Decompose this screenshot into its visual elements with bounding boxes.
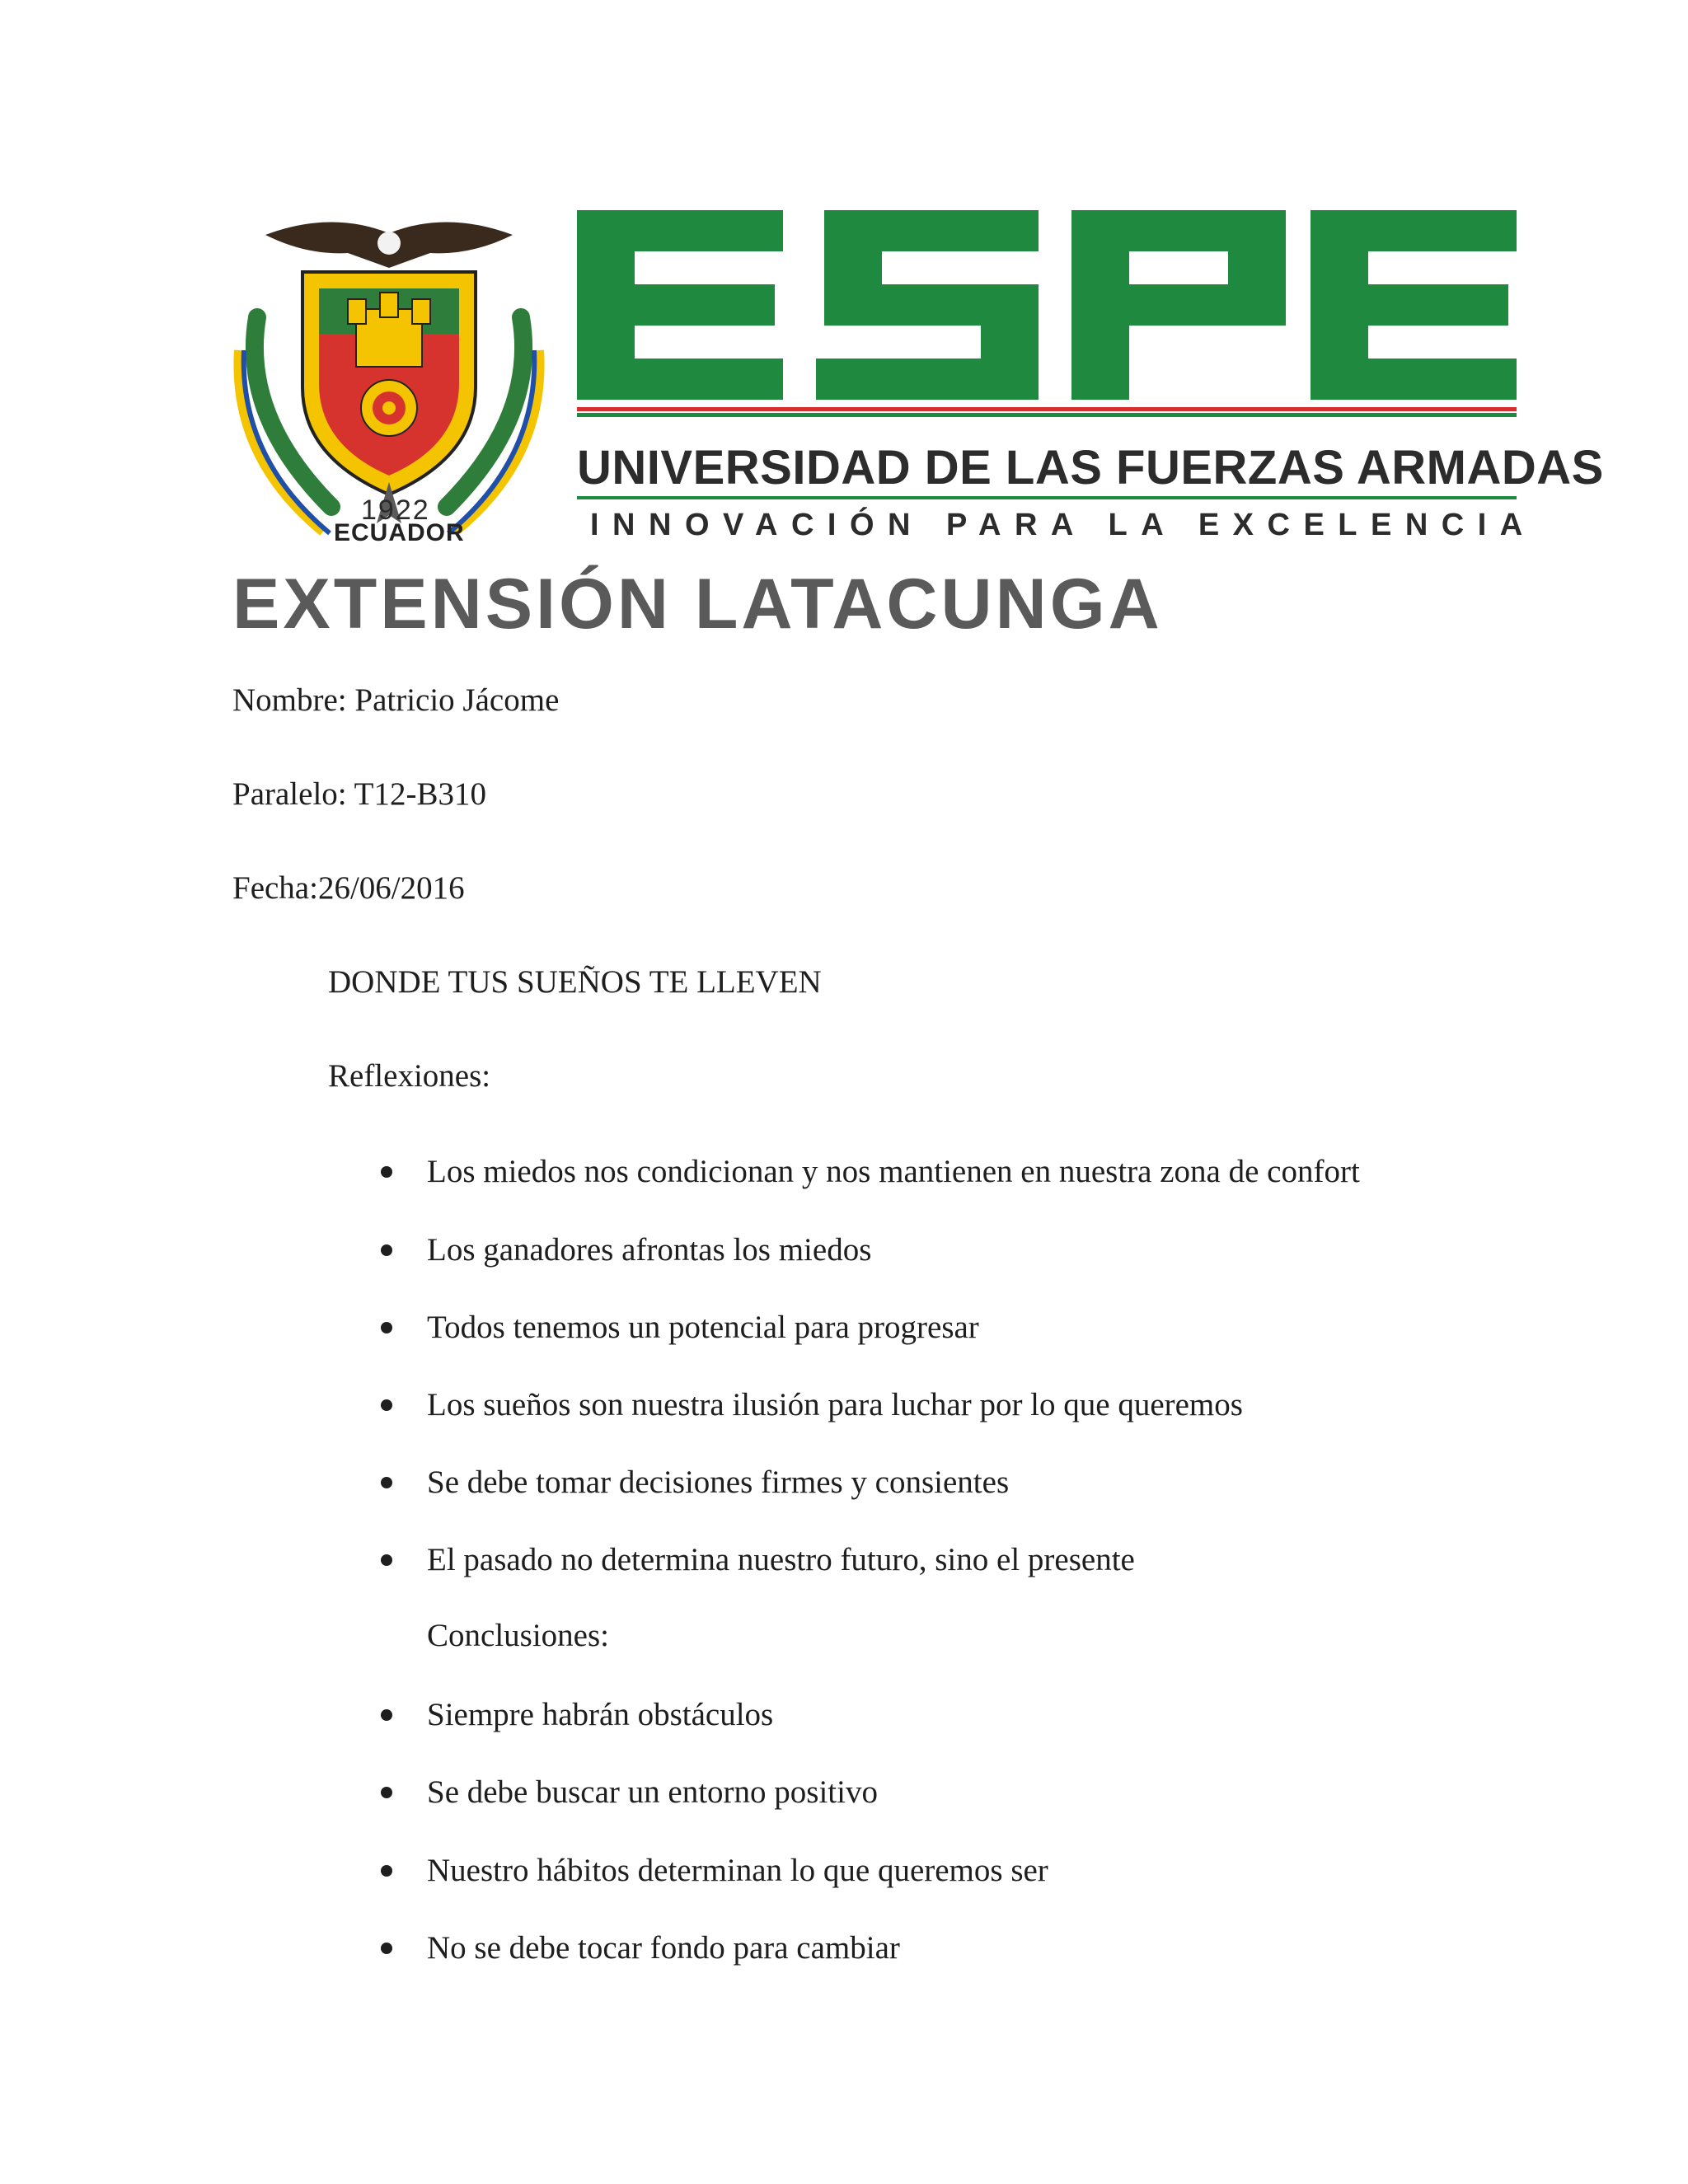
class-group: Paralelo: T12-B310 [232, 776, 486, 812]
bullet-icon [381, 1399, 392, 1411]
logo-green-rule [577, 413, 1517, 417]
bullet-icon [381, 1322, 392, 1333]
bullet-icon [381, 1787, 392, 1798]
university-motto: INNOVACIÓN PARA LA EXCELENCIA [590, 508, 1536, 542]
espe-logo [577, 210, 1517, 400]
emblem-country: ECUADOR [334, 519, 465, 546]
list-item: Los miedos nos condicionan y nos mantienen en nuestra zona de confort [427, 1154, 1360, 1189]
campus-extension: EXTENSIÓN LATACUNGA [232, 565, 1163, 644]
list-item: Los ganadores afrontas los miedos [427, 1232, 872, 1268]
document-title: DONDE TUS SUEÑOS TE LLEVEN [328, 964, 822, 1000]
logo-red-rule [577, 407, 1517, 411]
bullet-icon [381, 1244, 392, 1256]
date: Fecha:26/06/2016 [232, 870, 465, 906]
list-item: Nuestro hábitos determinan lo que queremos ser [427, 1853, 1048, 1888]
list-item: El pasado no determina nuestro futuro, sino el presente [427, 1542, 1135, 1577]
bullet-icon [381, 1709, 392, 1721]
university-name: UNIVERSIDAD DE LAS FUERZAS ARMADAS [577, 441, 1604, 494]
bullet-icon [381, 1865, 392, 1877]
list-item: Siempre habrán obstáculos [427, 1697, 774, 1732]
list-item: Se debe buscar un entorno positivo [427, 1774, 878, 1810]
list-item: Se debe tomar decisiones firmes y consientes [427, 1465, 1010, 1500]
list-item: Todos tenemos un potencial para progresar [427, 1310, 979, 1345]
emblem-year: 1922 [361, 494, 430, 526]
student-name: Nombre: Patricio Jácome [232, 682, 560, 718]
bullet-icon [381, 1166, 392, 1178]
bullet-icon [381, 1477, 392, 1488]
bullet-icon [381, 1554, 392, 1566]
reflections-heading: Reflexiones: [328, 1058, 491, 1094]
list-item: Los sueños son nuestra ilusión para luchar por lo que queremos [427, 1387, 1243, 1422]
conclusions-heading: Conclusiones: [427, 1618, 609, 1653]
list-item: No se debe tocar fondo para cambiar [427, 1930, 900, 1966]
bullet-icon [381, 1943, 392, 1954]
logo-green-rule-2 [577, 496, 1517, 499]
